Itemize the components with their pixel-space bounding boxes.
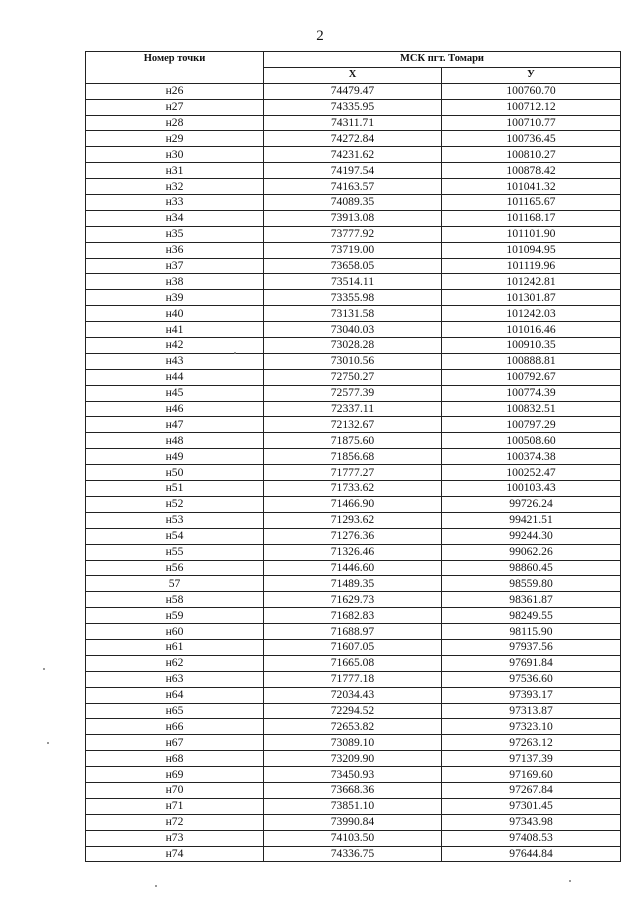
x-coordinate-cell: 72577.39 bbox=[264, 385, 442, 401]
point-number-cell: н50 bbox=[86, 465, 264, 481]
x-coordinate-cell: 73010.56 bbox=[264, 353, 442, 369]
x-coordinate-cell: 71682.83 bbox=[264, 608, 442, 624]
coordinates-table bbox=[85, 51, 621, 862]
table-row bbox=[86, 830, 621, 846]
x-coordinate-cell: 73028.28 bbox=[264, 338, 442, 354]
point-number-cell: н73 bbox=[86, 830, 264, 846]
table-row bbox=[86, 322, 621, 338]
point-number-cell: н54 bbox=[86, 528, 264, 544]
table-row bbox=[86, 544, 621, 560]
y-coordinate-cell: 100712.12 bbox=[442, 99, 621, 115]
table-row bbox=[86, 798, 621, 814]
y-coordinate-cell: 100810.27 bbox=[442, 147, 621, 163]
x-coordinate-cell: 74163.57 bbox=[264, 179, 442, 195]
y-coordinate-cell: 101168.17 bbox=[442, 210, 621, 226]
y-coordinate-cell: 97323.10 bbox=[442, 719, 621, 735]
x-coordinate-cell: 71326.46 bbox=[264, 544, 442, 560]
scan-speck bbox=[569, 880, 571, 882]
point-number-cell: н55 bbox=[86, 544, 264, 560]
y-coordinate-cell: 97267.84 bbox=[442, 782, 621, 798]
point-number-cell: н29 bbox=[86, 131, 264, 147]
point-number-cell: н37 bbox=[86, 258, 264, 274]
y-coordinate-cell: 100710.77 bbox=[442, 115, 621, 131]
point-number-cell: н33 bbox=[86, 195, 264, 211]
point-number-cell: н70 bbox=[86, 782, 264, 798]
x-coordinate-cell: 73514.11 bbox=[264, 274, 442, 290]
y-coordinate-cell: 97937.56 bbox=[442, 639, 621, 655]
table-row bbox=[86, 226, 621, 242]
y-coordinate-cell: 99421.51 bbox=[442, 512, 621, 528]
point-number-cell: н40 bbox=[86, 306, 264, 322]
point-number-cell: н45 bbox=[86, 385, 264, 401]
x-coordinate-cell: 74231.62 bbox=[264, 147, 442, 163]
y-coordinate-cell: 97169.60 bbox=[442, 767, 621, 783]
table-row bbox=[86, 782, 621, 798]
point-number-cell: н56 bbox=[86, 560, 264, 576]
table-row bbox=[86, 465, 621, 481]
header-y: У bbox=[442, 67, 621, 83]
table-row bbox=[86, 608, 621, 624]
y-coordinate-cell: 100760.70 bbox=[442, 83, 621, 99]
x-coordinate-cell: 72750.27 bbox=[264, 369, 442, 385]
point-number-cell: н47 bbox=[86, 417, 264, 433]
y-coordinate-cell: 100374.38 bbox=[442, 449, 621, 465]
x-coordinate-cell: 71875.60 bbox=[264, 433, 442, 449]
x-coordinate-cell: 71688.97 bbox=[264, 624, 442, 640]
table-row bbox=[86, 83, 621, 99]
point-number-cell: н74 bbox=[86, 846, 264, 862]
point-number-cell: н27 bbox=[86, 99, 264, 115]
y-coordinate-cell: 97408.53 bbox=[442, 830, 621, 846]
y-coordinate-cell: 98860.45 bbox=[442, 560, 621, 576]
x-coordinate-cell: 71856.68 bbox=[264, 449, 442, 465]
table-row bbox=[86, 846, 621, 862]
table-row bbox=[86, 528, 621, 544]
x-coordinate-cell: 71489.35 bbox=[264, 576, 442, 592]
x-coordinate-cell: 73658.05 bbox=[264, 258, 442, 274]
x-coordinate-cell: 71293.62 bbox=[264, 512, 442, 528]
table-row bbox=[86, 290, 621, 306]
table-row bbox=[86, 481, 621, 497]
point-number-cell: н66 bbox=[86, 719, 264, 735]
point-number-cell: 57 bbox=[86, 576, 264, 592]
table-row bbox=[86, 751, 621, 767]
y-coordinate-cell: 100832.51 bbox=[442, 401, 621, 417]
x-coordinate-cell: 74311.71 bbox=[264, 115, 442, 131]
y-coordinate-cell: 97691.84 bbox=[442, 655, 621, 671]
y-coordinate-cell: 101016.46 bbox=[442, 322, 621, 338]
table-row bbox=[86, 179, 621, 195]
x-coordinate-cell: 72034.43 bbox=[264, 687, 442, 703]
x-coordinate-cell: 74479.47 bbox=[264, 83, 442, 99]
point-number-cell: н44 bbox=[86, 369, 264, 385]
table-row bbox=[86, 735, 621, 751]
table-row bbox=[86, 274, 621, 290]
x-coordinate-cell: 73040.03 bbox=[264, 322, 442, 338]
table-row bbox=[86, 210, 621, 226]
point-number-cell: н59 bbox=[86, 608, 264, 624]
x-coordinate-cell: 73450.93 bbox=[264, 767, 442, 783]
y-coordinate-cell: 101242.03 bbox=[442, 306, 621, 322]
scan-speck bbox=[155, 885, 157, 887]
y-coordinate-cell: 101101.90 bbox=[442, 226, 621, 242]
x-coordinate-cell: 71777.27 bbox=[264, 465, 442, 481]
x-coordinate-cell: 71629.73 bbox=[264, 592, 442, 608]
y-coordinate-cell: 101041.32 bbox=[442, 179, 621, 195]
table-row bbox=[86, 687, 621, 703]
x-coordinate-cell: 72132.67 bbox=[264, 417, 442, 433]
y-coordinate-cell: 101242.81 bbox=[442, 274, 621, 290]
table-row bbox=[86, 433, 621, 449]
y-coordinate-cell: 100797.29 bbox=[442, 417, 621, 433]
x-coordinate-cell: 73777.92 bbox=[264, 226, 442, 242]
table-row bbox=[86, 306, 621, 322]
table-row bbox=[86, 624, 621, 640]
y-coordinate-cell: 97313.87 bbox=[442, 703, 621, 719]
y-coordinate-cell: 100103.43 bbox=[442, 481, 621, 497]
x-coordinate-cell: 74336.75 bbox=[264, 846, 442, 862]
y-coordinate-cell: 99244.30 bbox=[442, 528, 621, 544]
y-coordinate-cell: 98361.87 bbox=[442, 592, 621, 608]
point-number-cell: н69 bbox=[86, 767, 264, 783]
y-coordinate-cell: 100252.47 bbox=[442, 465, 621, 481]
y-coordinate-cell: 97393.17 bbox=[442, 687, 621, 703]
y-coordinate-cell: 100878.42 bbox=[442, 163, 621, 179]
point-number-cell: н38 bbox=[86, 274, 264, 290]
point-number-cell: н28 bbox=[86, 115, 264, 131]
x-coordinate-cell: 74103.50 bbox=[264, 830, 442, 846]
y-coordinate-cell: 100910.35 bbox=[442, 338, 621, 354]
point-number-cell: н36 bbox=[86, 242, 264, 258]
point-number-cell: н41 bbox=[86, 322, 264, 338]
point-number-cell: н60 bbox=[86, 624, 264, 640]
table-row bbox=[86, 353, 621, 369]
y-coordinate-cell: 98559.80 bbox=[442, 576, 621, 592]
table-row bbox=[86, 242, 621, 258]
point-number-cell: н68 bbox=[86, 751, 264, 767]
point-number-cell: н65 bbox=[86, 703, 264, 719]
table-row bbox=[86, 592, 621, 608]
x-coordinate-cell: 72337.11 bbox=[264, 401, 442, 417]
x-coordinate-cell: 73719.00 bbox=[264, 242, 442, 258]
table-body bbox=[86, 83, 621, 862]
point-number-cell: н52 bbox=[86, 496, 264, 512]
x-coordinate-cell: 71276.36 bbox=[264, 528, 442, 544]
x-coordinate-cell: 73089.10 bbox=[264, 735, 442, 751]
table-row bbox=[86, 147, 621, 163]
y-coordinate-cell: 100736.45 bbox=[442, 131, 621, 147]
point-number-cell: н63 bbox=[86, 671, 264, 687]
table-row bbox=[86, 703, 621, 719]
y-coordinate-cell: 99062.26 bbox=[442, 544, 621, 560]
point-number-cell: н48 bbox=[86, 433, 264, 449]
table-row bbox=[86, 385, 621, 401]
table-row bbox=[86, 496, 621, 512]
point-number-cell: н26 bbox=[86, 83, 264, 99]
y-coordinate-cell: 97137.39 bbox=[442, 751, 621, 767]
point-number-cell: н32 bbox=[86, 179, 264, 195]
point-number-cell: н49 bbox=[86, 449, 264, 465]
table-row bbox=[86, 671, 621, 687]
x-coordinate-cell: 73668.36 bbox=[264, 782, 442, 798]
table-row bbox=[86, 258, 621, 274]
table-row bbox=[86, 131, 621, 147]
table-row bbox=[86, 338, 621, 354]
y-coordinate-cell: 98115.90 bbox=[442, 624, 621, 640]
y-coordinate-cell: 101094.95 bbox=[442, 242, 621, 258]
x-coordinate-cell: 74272.84 bbox=[264, 131, 442, 147]
y-coordinate-cell: 101301.87 bbox=[442, 290, 621, 306]
point-number-cell: н30 bbox=[86, 147, 264, 163]
point-number-cell: н72 bbox=[86, 814, 264, 830]
x-coordinate-cell: 71607.05 bbox=[264, 639, 442, 655]
y-coordinate-cell: 100888.81 bbox=[442, 353, 621, 369]
x-coordinate-cell: 71665.08 bbox=[264, 655, 442, 671]
table-row bbox=[86, 369, 621, 385]
x-coordinate-cell: 73131.58 bbox=[264, 306, 442, 322]
scan-speck bbox=[234, 352, 236, 354]
table-row bbox=[86, 449, 621, 465]
y-coordinate-cell: 97263.12 bbox=[442, 735, 621, 751]
y-coordinate-cell: 100774.39 bbox=[442, 385, 621, 401]
table-row bbox=[86, 401, 621, 417]
y-coordinate-cell: 97301.45 bbox=[442, 798, 621, 814]
scan-speck bbox=[47, 742, 49, 744]
x-coordinate-cell: 71777.18 bbox=[264, 671, 442, 687]
x-coordinate-cell: 72294.52 bbox=[264, 703, 442, 719]
x-coordinate-cell: 73913.08 bbox=[264, 210, 442, 226]
point-number-cell: н51 bbox=[86, 481, 264, 497]
y-coordinate-cell: 97536.60 bbox=[442, 671, 621, 687]
y-coordinate-cell: 97343.98 bbox=[442, 814, 621, 830]
header-point-number: Номер точки bbox=[86, 52, 264, 84]
point-number-cell: н34 bbox=[86, 210, 264, 226]
x-coordinate-cell: 71466.90 bbox=[264, 496, 442, 512]
table-row bbox=[86, 655, 621, 671]
point-number-cell: н64 bbox=[86, 687, 264, 703]
scan-speck bbox=[43, 668, 45, 670]
table-header bbox=[86, 52, 621, 84]
y-coordinate-cell: 100508.60 bbox=[442, 433, 621, 449]
x-coordinate-cell: 74335.95 bbox=[264, 99, 442, 115]
header-x: X bbox=[264, 67, 442, 83]
point-number-cell: н35 bbox=[86, 226, 264, 242]
table-row bbox=[86, 814, 621, 830]
y-coordinate-cell: 99726.24 bbox=[442, 496, 621, 512]
point-number-cell: н42 bbox=[86, 338, 264, 354]
point-number-cell: н53 bbox=[86, 512, 264, 528]
y-coordinate-cell: 98249.55 bbox=[442, 608, 621, 624]
table-row bbox=[86, 719, 621, 735]
table-row bbox=[86, 767, 621, 783]
x-coordinate-cell: 74197.54 bbox=[264, 163, 442, 179]
point-number-cell: н43 bbox=[86, 353, 264, 369]
table-row bbox=[86, 576, 621, 592]
table-row bbox=[86, 417, 621, 433]
x-coordinate-cell: 72653.82 bbox=[264, 719, 442, 735]
x-coordinate-cell: 71446.60 bbox=[264, 560, 442, 576]
point-number-cell: н62 bbox=[86, 655, 264, 671]
x-coordinate-cell: 73851.10 bbox=[264, 798, 442, 814]
page-number: 2 bbox=[316, 28, 324, 44]
table-row bbox=[86, 512, 621, 528]
x-coordinate-cell: 71733.62 bbox=[264, 481, 442, 497]
point-number-cell: н39 bbox=[86, 290, 264, 306]
header-row-top bbox=[86, 52, 621, 68]
table-row bbox=[86, 115, 621, 131]
y-coordinate-cell: 101165.67 bbox=[442, 195, 621, 211]
point-number-cell: н61 bbox=[86, 639, 264, 655]
point-number-cell: н67 bbox=[86, 735, 264, 751]
x-coordinate-cell: 73209.90 bbox=[264, 751, 442, 767]
header-coordinate-system: МСК пгт. Томари bbox=[264, 52, 621, 68]
point-number-cell: н71 bbox=[86, 798, 264, 814]
table-row bbox=[86, 560, 621, 576]
point-number-cell: н31 bbox=[86, 163, 264, 179]
point-number-cell: н46 bbox=[86, 401, 264, 417]
table-row bbox=[86, 639, 621, 655]
x-coordinate-cell: 73990.84 bbox=[264, 814, 442, 830]
y-coordinate-cell: 97644.84 bbox=[442, 846, 621, 862]
point-number-cell: н58 bbox=[86, 592, 264, 608]
y-coordinate-cell: 101119.96 bbox=[442, 258, 621, 274]
table-row bbox=[86, 163, 621, 179]
table-row bbox=[86, 99, 621, 115]
y-coordinate-cell: 100792.67 bbox=[442, 369, 621, 385]
x-coordinate-cell: 74089.35 bbox=[264, 195, 442, 211]
x-coordinate-cell: 73355.98 bbox=[264, 290, 442, 306]
table-row bbox=[86, 195, 621, 211]
